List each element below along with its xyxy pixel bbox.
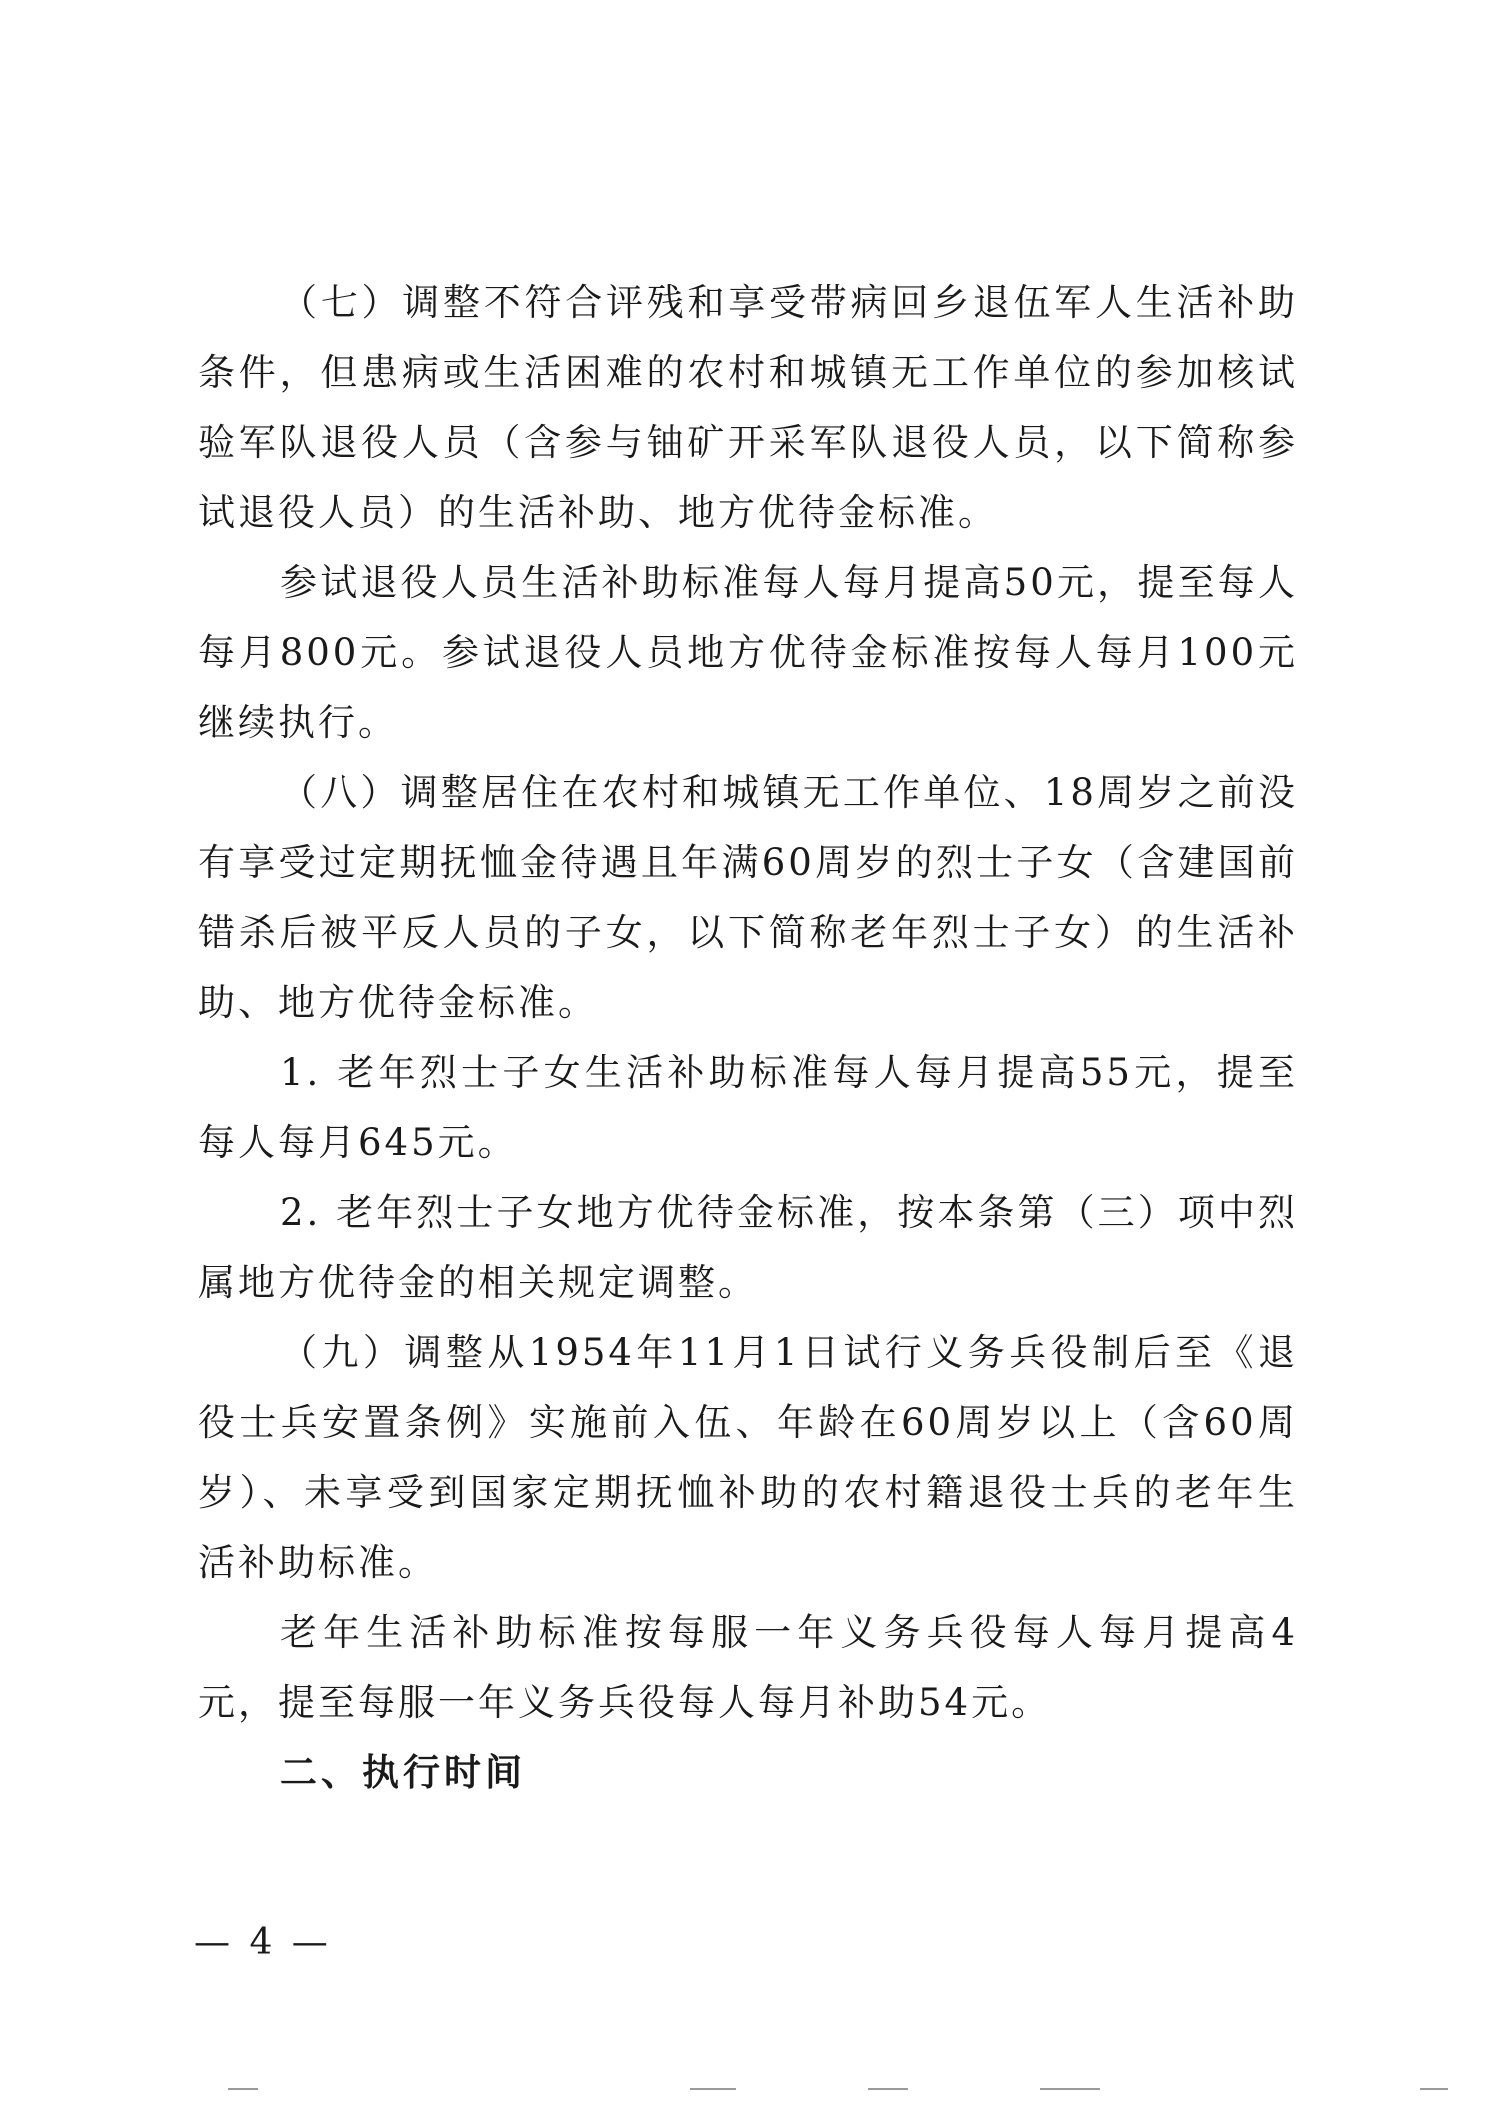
paragraph-item-8: （八）调整居住在农村和城镇无工作单位、18周岁之前没有享受过定期抚恤金待遇且年满60周岁的烈士子女（含建国前错杀后被平反人员的子女，以下简称老年烈士子女）的生活补助、地方优待金标准。 [198, 771, 1298, 1024]
paragraph-item-9: （九）调整从1954年11月1日试行义务兵役制后至《退役士兵安置条例》实施前入伍、年龄在60周岁以上（含60周岁）、未享受到国家定期抚恤补助的农村籍退役士兵的老年生活补助标准。 [198, 1331, 1298, 1584]
section-heading: 二、执行时间 [280, 1751, 526, 1794]
scan-artifact [228, 2088, 258, 2090]
paragraph-item-8-point-1: 1. 老年烈士子女生活补助标准每人每月提高55元，提至每人每月645元。 [198, 1051, 1298, 1164]
scan-artifact [1420, 2088, 1448, 2090]
page-number: — 4 — [194, 1922, 332, 1963]
scan-artifact [1040, 2088, 1100, 2090]
paragraph-item-7-detail: 参试退役人员生活补助标准每人每月提高50元，提至每人每月800元。参试退役人员地方优待金标准按每人每月100元继续执行。 [198, 561, 1298, 744]
paragraph-item-8-point-2: 2. 老年烈士子女地方优待金标准，按本条第（三）项中烈属地方优待金的相关规定调整。 [198, 1191, 1298, 1304]
paragraph-item-7: （七）调整不符合评残和享受带病回乡退伍军人生活补助条件，但患病或生活困难的农村和城镇无工作单位的参加核试验军队退役人员（含参与铀矿开采军队退役人员，以下简称参试退役人员）的生活补助、地方优待金标准。 [198, 281, 1298, 534]
document-body [198, 268, 1298, 1808]
scan-artifact [690, 2088, 736, 2090]
scan-artifact [868, 2088, 908, 2090]
paragraph-item-9-detail: 老年生活补助标准按每服一年义务兵役每人每月提高4元，提至每服一年义务兵役每人每月补助54元。 [198, 1611, 1298, 1724]
